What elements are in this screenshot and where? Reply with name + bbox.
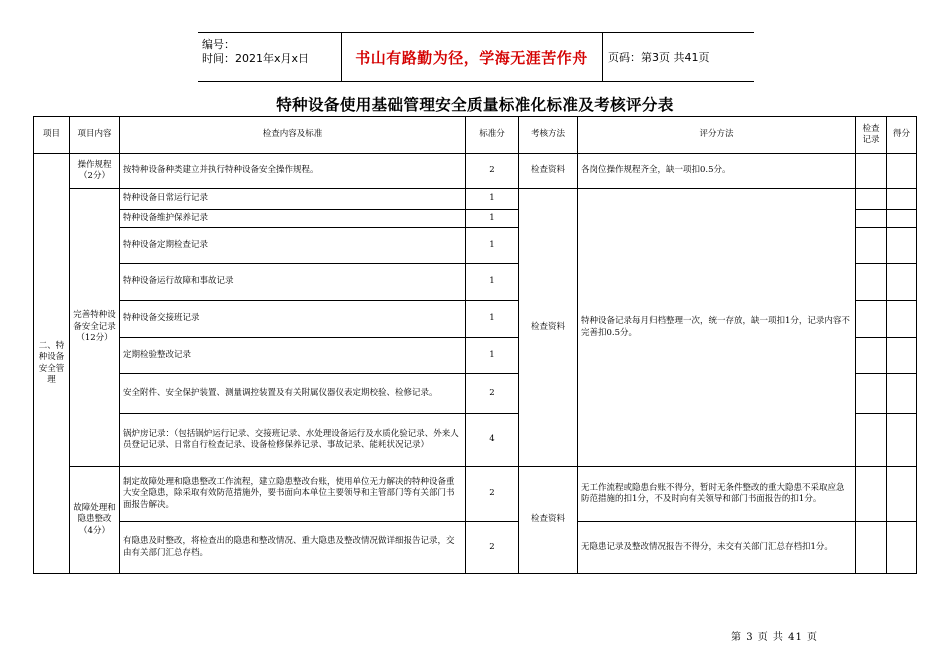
scoring-cell: 无工作流程或隐患台账不得分，暂时无条件整改的重大隐患不采取应急防范措施的扣1分，不及时向有关领导和部门书面报告的扣1分。 (578, 467, 856, 522)
score-cell (887, 467, 917, 522)
sub-item-cell: 操作规程（2分） (70, 154, 120, 189)
record-cell (856, 301, 887, 338)
score-cell (887, 522, 917, 574)
content-cell: 按特种设备种类建立并执行特种设备安全操作规程。 (120, 154, 466, 189)
standard-score-cell: 1 (466, 228, 519, 264)
group-cell: 二、特种设备安全管理 (34, 154, 70, 574)
content-cell: 特种设备运行故障和事故记录 (120, 264, 466, 301)
page-footer: 第 3 页 共 41 页 (731, 632, 818, 643)
header-page-label: 页码：第3页 共41页 (608, 51, 710, 64)
score-cell (887, 301, 917, 338)
score-cell (887, 210, 917, 228)
score-cell (887, 374, 917, 414)
record-cell (856, 264, 887, 301)
content-cell: 定期检验整改记录 (120, 338, 466, 374)
score-cell (887, 189, 917, 210)
assessment-table (33, 116, 917, 574)
record-cell (856, 228, 887, 264)
header-meta (198, 33, 342, 81)
content-cell: 特种设备交接班记录 (120, 301, 466, 338)
header-content: 检查内容及标准 (120, 117, 466, 154)
header-standard-score: 标准分 (466, 117, 519, 154)
record-cell (856, 414, 887, 467)
record-cell (856, 374, 887, 414)
record-cell (856, 467, 887, 522)
page-title: 特种设备使用基础管理安全质量标准化标准及考核评分表 (276, 95, 674, 114)
content-cell: 锅炉房记录：（包括锅炉运行记录、交接班记录、水处理设备运行及水质化验记录、外来人员登记记录、日常自行检查记录、设备检修保养记录、事故记录、能耗状况记录） (120, 414, 466, 467)
header-motto (341, 33, 603, 81)
scoring-cell: 特种设备记录每月归档整理一次，统一存放，缺一项扣1分，记录内容不完善扣0.5分。 (578, 189, 856, 467)
content-cell: 安全附件、安全保护装置、测量调控装置及有关附属仪器仪表定期校验、检修记录。 (120, 374, 466, 414)
standard-score-cell: 1 (466, 301, 519, 338)
table-row (34, 154, 917, 189)
score-cell (887, 264, 917, 301)
table-row (34, 522, 917, 574)
record-cell (856, 522, 887, 574)
header-item: 项目 (34, 117, 70, 154)
content-cell: 制定故障处理和隐患整改工作流程，建立隐患整改台账，使用单位无力解决的特种设备重大安全隐患，除采取有效防范措施外，要书面向本单位主要领导和主管部门等有关部门书面报告解决。 (120, 467, 466, 522)
content-cell: 特种设备日常运行记录 (120, 189, 466, 210)
sub-item-cell: 故障处理和隐患整改（4分） (70, 467, 120, 574)
scoring-cell: 无隐患记录及整改情况报告不得分，未交有关部门汇总存档扣1分。 (578, 522, 856, 574)
score-cell (887, 338, 917, 374)
standard-score-cell: 2 (466, 154, 519, 189)
standard-score-cell: 1 (466, 189, 519, 210)
standard-score-cell: 4 (466, 414, 519, 467)
method-cell: 检查资料 (519, 467, 578, 574)
document-header (198, 32, 754, 82)
table-header-row (34, 117, 917, 154)
standard-score-cell: 2 (466, 467, 519, 522)
score-cell (887, 228, 917, 264)
header-sub-item: 项目内容 (70, 117, 120, 154)
standard-score-cell: 2 (466, 522, 519, 574)
record-cell (856, 189, 887, 210)
standard-score-cell: 1 (466, 264, 519, 301)
sub-item-cell: 完善特种设备安全记录（12分） (70, 189, 120, 467)
header-score: 得分 (887, 117, 917, 154)
score-cell (887, 154, 917, 189)
standard-score-cell: 1 (466, 338, 519, 374)
standard-score-cell: 2 (466, 374, 519, 414)
table-row (34, 189, 917, 210)
method-cell: 检查资料 (519, 189, 578, 467)
score-cell (887, 414, 917, 467)
record-cell (856, 154, 887, 189)
header-record: 检查记录 (856, 117, 887, 154)
record-cell (856, 338, 887, 374)
method-cell: 检查资料 (519, 154, 578, 189)
document-number-label: 编号： (202, 38, 235, 51)
document-time-label: 时间：2021年x月x日 (202, 52, 310, 65)
header-method: 考核方法 (519, 117, 578, 154)
header-scoring: 评分方法 (578, 117, 856, 154)
motto-text: 书山有路勤为径，学海无涯苦作舟 (355, 48, 588, 67)
standard-score-cell: 1 (466, 210, 519, 228)
scoring-cell: 各岗位操作规程齐全，缺一项扣0.5分。 (578, 154, 856, 189)
content-cell: 特种设备定期检查记录 (120, 228, 466, 264)
content-cell: 有隐患及时整改，将检查出的隐患和整改情况、重大隐患及整改情况做详细报告记录，交由有关部门汇总存档。 (120, 522, 466, 574)
record-cell (856, 210, 887, 228)
content-cell: 特种设备维护保养记录 (120, 210, 466, 228)
table-row (34, 467, 917, 522)
